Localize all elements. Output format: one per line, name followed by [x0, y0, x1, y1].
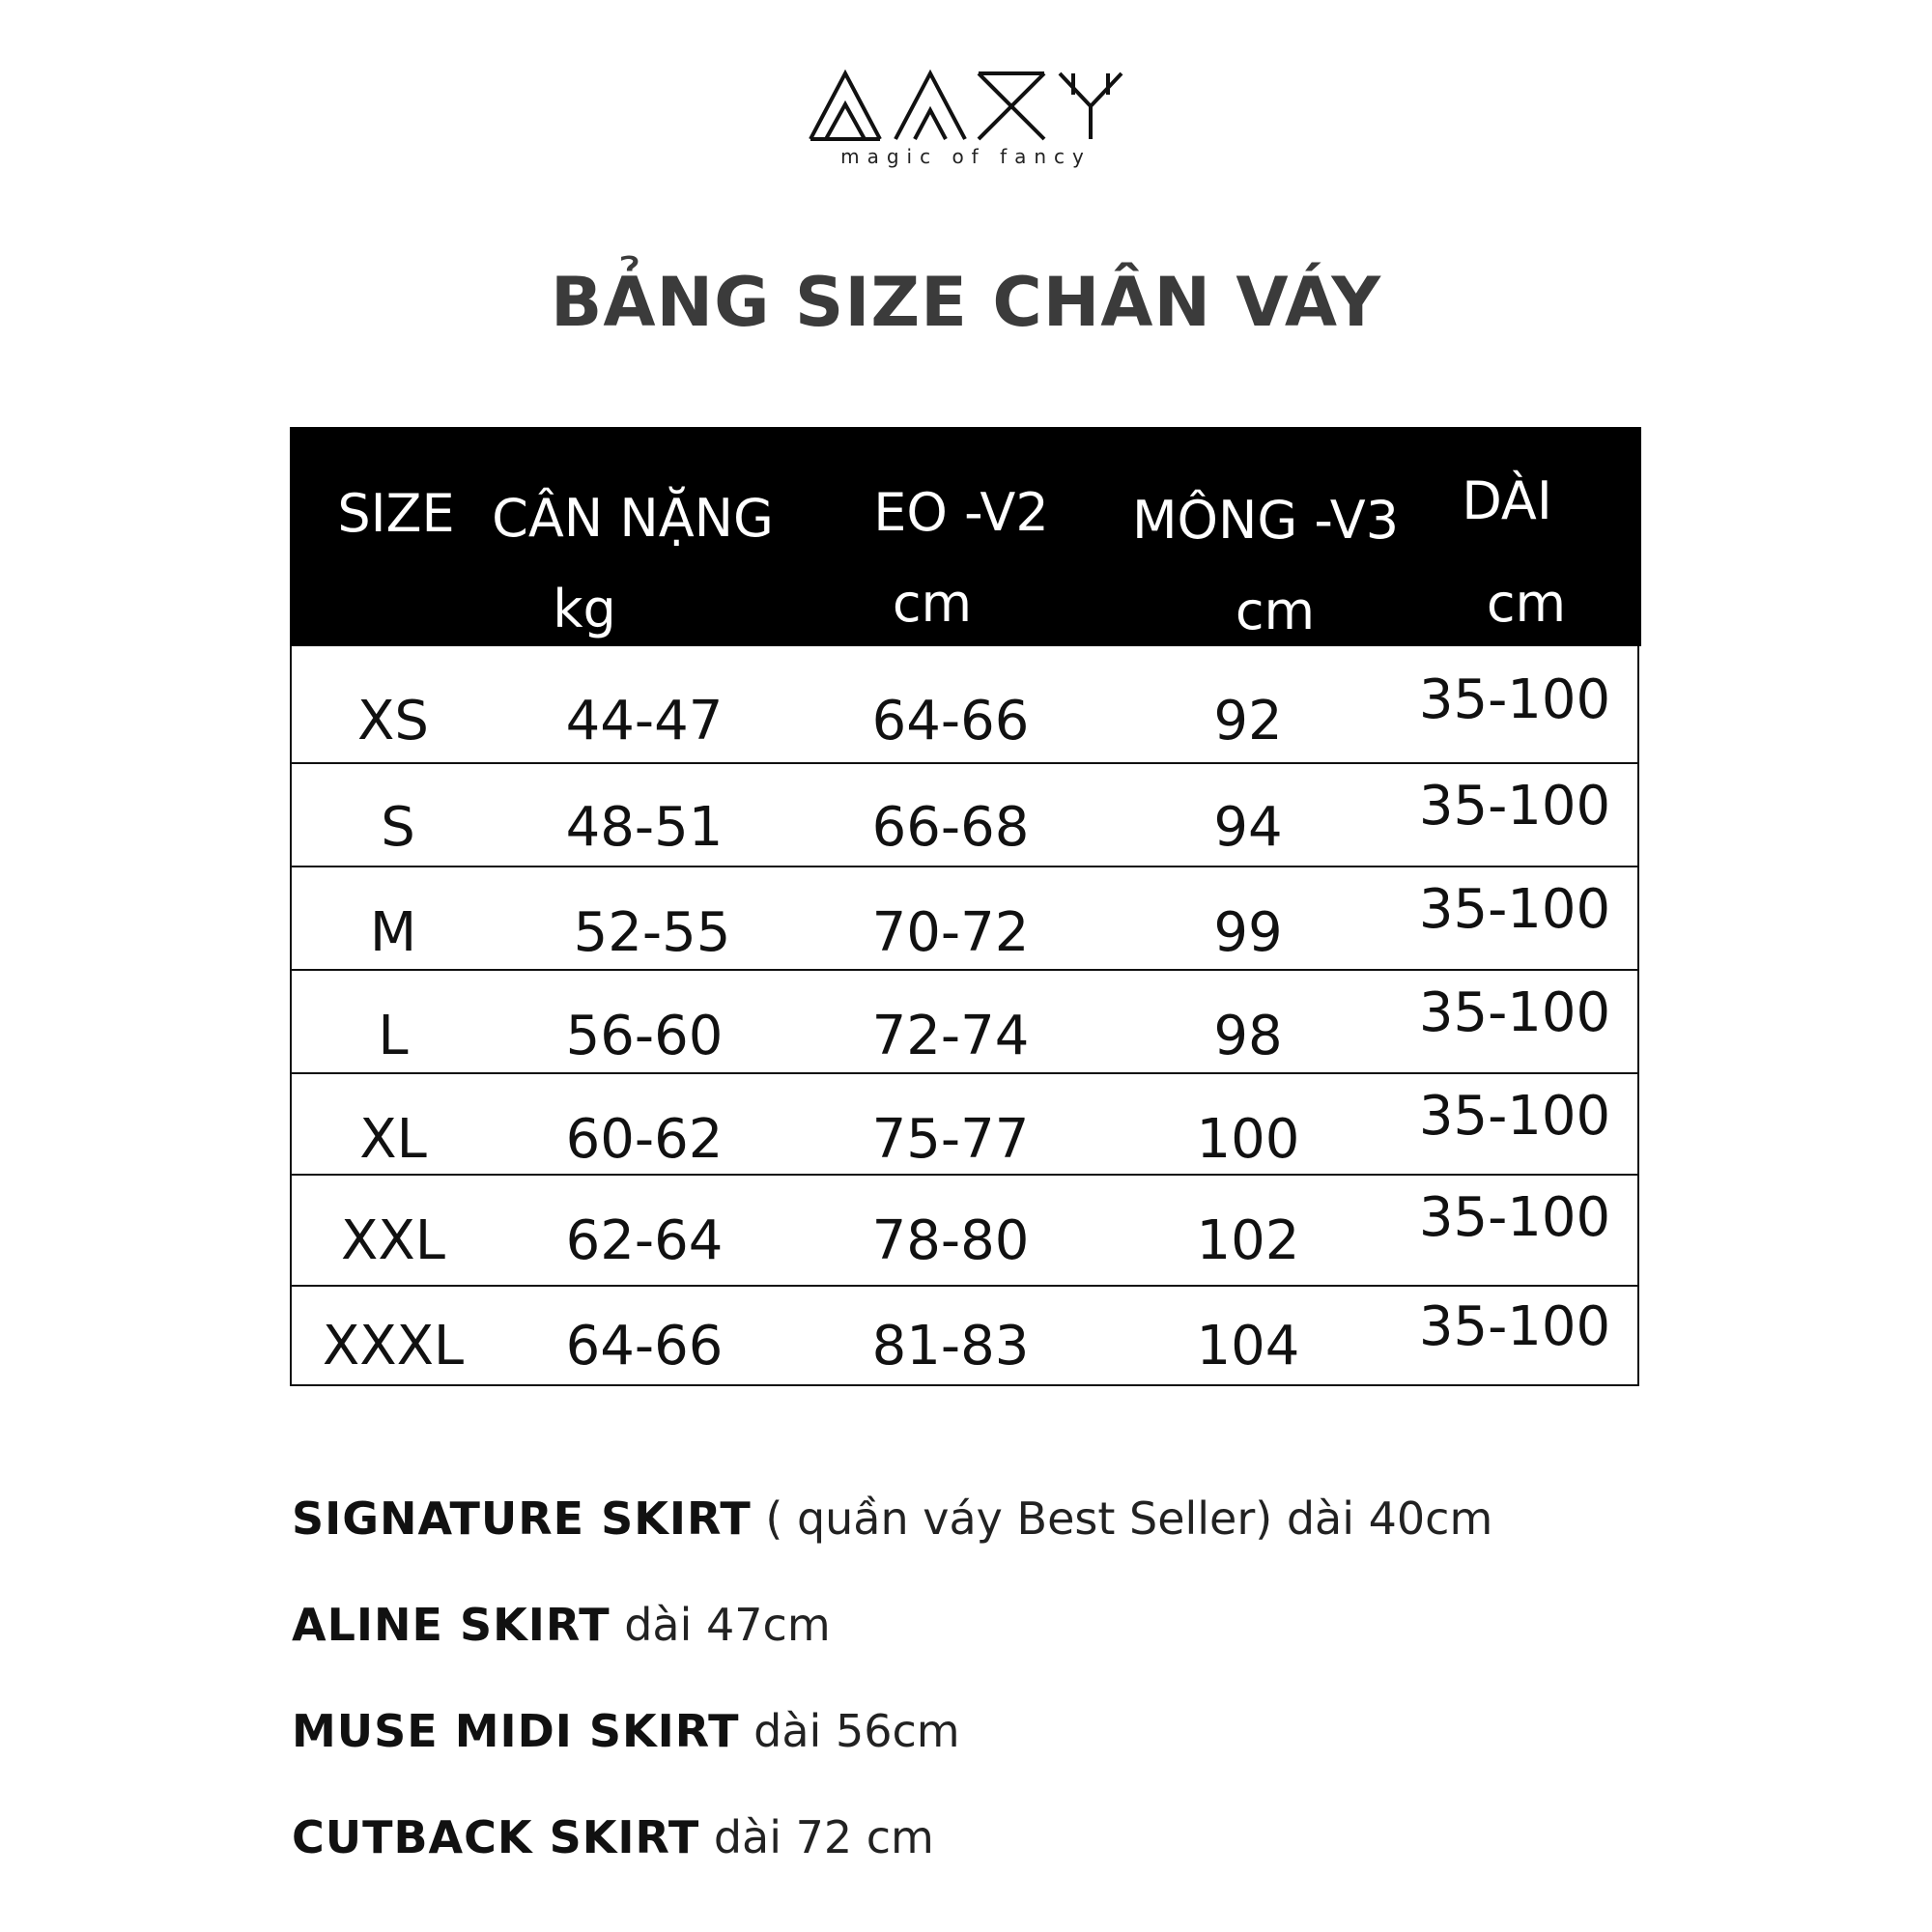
- note-detail: dài 47cm: [610, 1599, 831, 1651]
- cell-weight: 56-60: [565, 1005, 724, 1067]
- cell-hip: 92: [1213, 690, 1283, 753]
- header-waist: [840, 482, 1082, 634]
- note-detail: ( quần váy Best Seller) dài 40cm: [751, 1492, 1493, 1545]
- cell-waist: 78-80: [871, 1209, 1030, 1272]
- cell-weight: 52-55: [573, 901, 731, 964]
- cell-length: 35-100: [1418, 981, 1611, 1044]
- cell-waist: 66-68: [871, 796, 1030, 859]
- note-detail: dài 72 cm: [699, 1811, 934, 1863]
- header-length-unit: cm: [1486, 573, 1567, 634]
- table-row: [292, 971, 1637, 1074]
- note-signature-skirt: [292, 1492, 1492, 1545]
- note-muse-midi-skirt: [292, 1705, 960, 1757]
- header-hip-unit: cm: [1235, 581, 1316, 641]
- table-row: [292, 646, 1637, 764]
- cell-length: 35-100: [1418, 668, 1611, 731]
- cell-size: S: [381, 796, 415, 859]
- cell-weight: 62-64: [565, 1209, 724, 1272]
- table-row: [292, 1074, 1637, 1176]
- cell-length: 35-100: [1418, 775, 1611, 838]
- note-detail: dài 56cm: [739, 1705, 960, 1757]
- cell-weight: 48-51: [565, 796, 724, 859]
- header-length: [1420, 470, 1633, 634]
- note-name: ALINE SKIRT: [292, 1599, 611, 1651]
- cell-length: 35-100: [1418, 1085, 1611, 1148]
- cell-weight: 60-62: [565, 1108, 724, 1171]
- cell-weight: 64-66: [565, 1315, 724, 1378]
- cell-waist: 75-77: [871, 1108, 1030, 1171]
- page-title: BẢNG SIZE CHÂN VÁY: [550, 263, 1382, 342]
- cell-hip: 100: [1196, 1108, 1300, 1171]
- table-header: [290, 427, 1641, 646]
- size-table: [290, 427, 1639, 1386]
- note-name: CUTBACK SKIRT: [292, 1811, 700, 1863]
- note-name: MUSE MIDI SKIRT: [292, 1705, 740, 1757]
- header-weight: [473, 488, 792, 639]
- cell-waist: 64-66: [871, 690, 1030, 753]
- table-row: [292, 1176, 1637, 1287]
- header-waist-label: EO -V2: [873, 482, 1049, 543]
- cell-length: 35-100: [1418, 878, 1611, 941]
- header-size: [328, 483, 464, 544]
- header-weight-label: CÂN NẶNG: [492, 488, 774, 549]
- header-length-label: DÀI: [1462, 470, 1552, 531]
- cell-waist: 81-83: [871, 1315, 1030, 1378]
- cell-waist: 72-74: [871, 1005, 1030, 1067]
- cell-length: 35-100: [1418, 1295, 1611, 1358]
- cell-hip: 104: [1196, 1315, 1300, 1378]
- header-waist-unit: cm: [892, 573, 973, 634]
- note-name: SIGNATURE SKIRT: [292, 1492, 752, 1545]
- header-hip: [1121, 490, 1410, 641]
- cell-hip: 98: [1213, 1005, 1283, 1067]
- cell-size: XS: [357, 690, 429, 753]
- cell-size: XXL: [341, 1209, 445, 1272]
- cell-weight: 44-47: [565, 690, 724, 753]
- logo-tagline: magic of fancy: [840, 145, 1092, 168]
- cell-size: XL: [359, 1108, 427, 1171]
- cell-size: M: [369, 901, 417, 964]
- maxy-logo-mark: [807, 66, 1125, 143]
- cell-waist: 70-72: [871, 901, 1030, 964]
- cell-size: L: [378, 1005, 409, 1067]
- header-size-label: SIZE: [337, 483, 455, 544]
- cell-hip: 99: [1213, 901, 1283, 964]
- table-row: [292, 867, 1637, 971]
- brand-logo: [792, 66, 1140, 186]
- cell-hip: 102: [1196, 1209, 1300, 1272]
- note-cutback-skirt: [292, 1811, 934, 1863]
- header-weight-unit: kg: [553, 579, 616, 639]
- table-row: [292, 764, 1637, 867]
- table-row: [292, 1287, 1637, 1382]
- cell-size: XXXL: [322, 1315, 465, 1378]
- cell-length: 35-100: [1418, 1186, 1611, 1249]
- header-hip-label: MÔNG -V3: [1131, 490, 1400, 551]
- cell-hip: 94: [1213, 796, 1283, 859]
- note-aline-skirt: [292, 1599, 831, 1651]
